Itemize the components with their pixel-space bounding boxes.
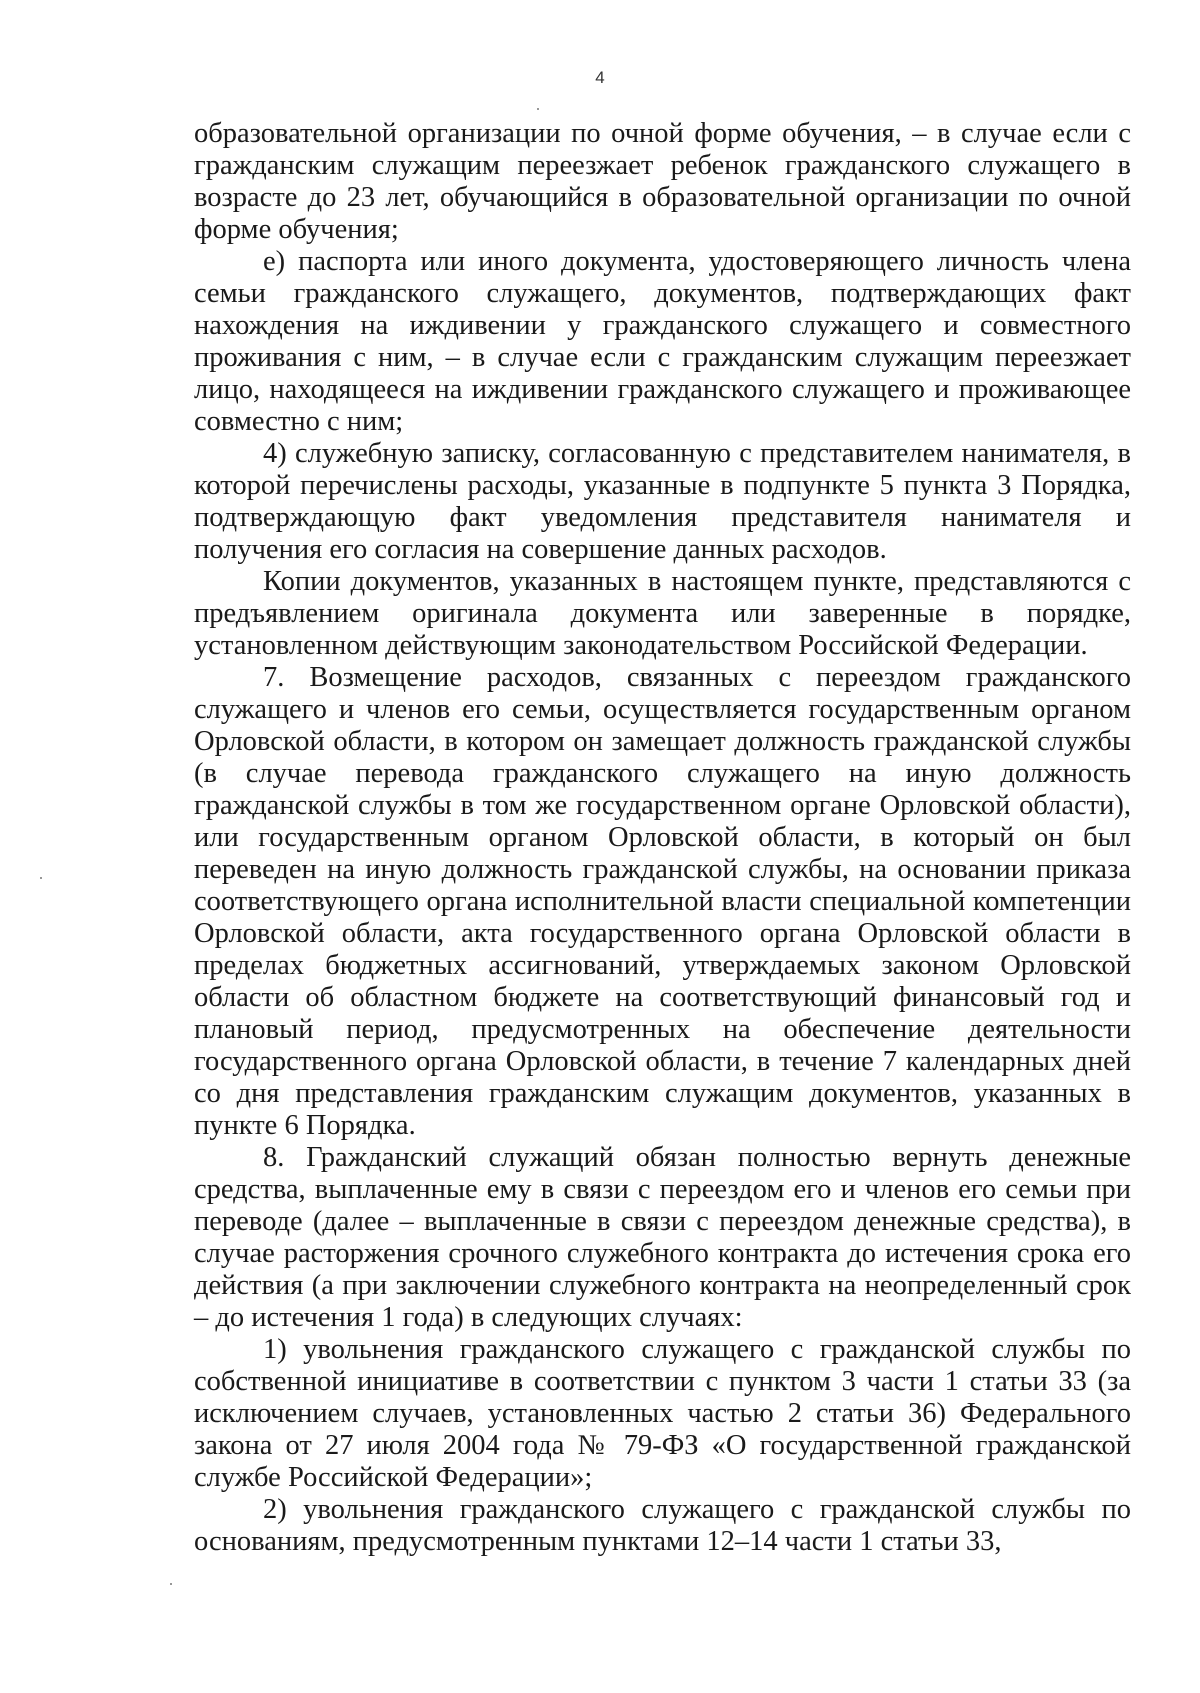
scan-speck [537, 108, 539, 110]
paragraph-item-e: е) паспорта или иного документа, удостоверяющего личность члена семьи гражданского служащего, документов, подтверждающих факт нахождения на иждивении у гражданского служащего и совместного проживания с ним, – в случае если с гражданским служащим переезжает лицо, находящееся на иждивении гражданского служащего и проживающее совместно с ним; [194, 246, 1131, 437]
paragraph-continuation: образовательной организации по очной форме обучения, – в случае если с гражданским служащим переезжает ребенок гражданского служащего в возрасте до 23 лет, обучающийся в образовательной организации по очной форме обучения; [194, 118, 1131, 245]
document-body [194, 118, 1131, 1558]
paragraph-case-1: 1) увольнения гражданского служащего с гражданской службы по собственной инициативе в соответствии с пунктом 3 части 1 статьи 33 (за исключением случаев, установленных частью 2 статьи 36) Федерального закона от 27 июля 2004 года № 79-ФЗ «О государственной гражданской службе Российской Федерации»; [194, 1334, 1131, 1493]
paragraph-case-2: 2) увольнения гражданского служащего с гражданской службы по основаниям, предусмотренным пунктами 12–14 части 1 статьи 33, [194, 1494, 1131, 1557]
page-number: 4 [595, 68, 605, 87]
paragraph-copies: Копии документов, указанных в настоящем пункте, представляются с предъявлением оригинала документа или заверенные в порядке, установленном действующим законодательством Российской Федерации. [194, 566, 1131, 661]
paragraph-clause-8: 8. Гражданский служащий обязан полностью вернуть денежные средства, выплаченные ему в связи с переездом его и членов его семьи при переводе (далее – выплаченные в связи с переездом денежные средства), в случае расторжения срочного служебного контракта до истечения срока его действия (а при заключении служебного контракта на неопределенный срок – до истечения 1 года) в следующих случаях: [194, 1142, 1131, 1333]
scan-speck [170, 1583, 172, 1585]
paragraph-clause-7: 7. Возмещение расходов, связанных с переездом гражданского служащего и членов его семьи, осуществляется государственным органом Орловской области, в котором он замещает должность гражданской службы (в случае перевода гражданского служащего на иную должность гражданской службы в том же государственном органе Орловской области), или государственным органом Орловской области, в который он был переведен на иную должность гражданской службы, на основании приказа соответствующего органа исполнительной власти специальной компетенции Орловской области, акта государственного органа Орловской области в пределах бюджетных ассигнований, утверждаемых законом Орловской области об областном бюджете на соответствующий финансовый год и плановый период, предусмотренных на обеспечение деятельности государственного органа Орловской области, в течение 7 календарных дней со дня представления гражданским служащим документов, указанных в пункте 6 Порядка. [194, 662, 1131, 1141]
scan-speck [40, 877, 42, 879]
paragraph-item-4: 4) служебную записку, согласованную с представителем нанимателя, в которой перечислены расходы, указанные в подпункте 5 пункта 3 Порядка, подтверждающую факт уведомления представителя нанимателя и получения его согласия на совершение данных расходов. [194, 438, 1131, 565]
